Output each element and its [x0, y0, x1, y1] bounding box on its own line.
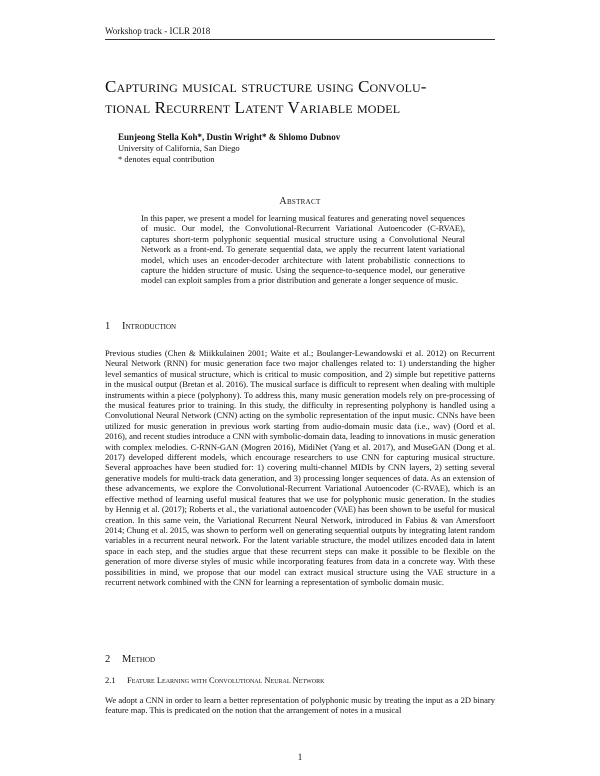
section-method-heading [105, 654, 155, 665]
section-title: Introduction [122, 321, 177, 332]
abstract-body [141, 213, 465, 286]
abstract-heading: Abstract [279, 196, 321, 207]
page-number: 1 [297, 752, 303, 762]
section-title: Method [122, 654, 156, 665]
author-block [118, 132, 498, 165]
title-line-1: Capturing musical structure using Convolu- [105, 77, 427, 96]
author-names: Eunjeong Stella Koh*, Dustin Wright* & Shlomo Dubnov [118, 132, 341, 142]
section-number: 2 [105, 654, 111, 665]
title-line-2: tional Recurrent Latent Variable model [105, 98, 401, 117]
introduction-paragraph: Previous studies (Chen & Miikkulainen 2001; Waite et al.; Boulanger-Lewandowski et al. 2012) on Recurrent Neural Network (RNN) for music generation face two major challenges related to: 1) understanding the higher level semantics of musical structure, which is critical to music composition, and 2) simple but repetitive patterns in the musical output (Bretan et al. 2016). The musical surface is difficult to represent when dealing with multiple instruments within a piece (polyphony). To address this, many music generation models rely on pre-processing of the musical features prior to training. In this study, the difficulty in representing polyphony is handled using a Convolutional Neural Network (CNN) acting on the symbolic representation of the input music. CNNs have been utilized for music generation in previous work starting from audio-domain music data (i.e., wav) (Oord et al. 2016), and recent studies introduce a CNN with symbolic-domain data, leading to innovations in music generation with complex melodies. C-RNN-GAN (Mogren 2016), MidiNet (Yang et al. 2017), and MuseGAN (Dong et al. 2017) developed different models, which encourage researchers to use CNN for capturing musical structure. Several approaches have been studied for: 1) covering multi-channel MIDIs by CNN layers, 2) setting several generative models for multi-track data generation, and 3) processing longer sequences of data. As an extension of these advancements, we explore the Convolutional-Recurrent Variational Autoencoder (C-RVAE), which is an effective method of learning useful musical features that we use for polyphonic music generation. In the studies by Hennig et al. (2017); Roberts et al., the variational autoencoder (VAE) has been shown to be useful for musical creation. In this same vein, the Variational Recurrent Neural Network, introduced in Fabius & van Amersfoort 2014; Chung et al. 2015, was shown to perform well on generating sequential outputs by integrating latent random variables in a recurrent neural network. For the latent variable structure, the model utilizes encoded data in latent space in each step, and the studies argue that these recurrent steps can make it possible to be flexible on the generation of more diverse styles of music while incorporating features from data in a concrete way. With these possibilities in mind, we propose that our model can extract musical structure using the VAE structure in a recurrent network combined with the CNN for learning a representation of symbolic domain music. [105, 348, 495, 587]
method-body [105, 695, 495, 716]
running-header: Workshop track - ICLR 2018 [105, 26, 495, 40]
equal-contribution-note: * denotes equal contribution [118, 154, 215, 164]
paper-title [105, 76, 505, 118]
subsection-feature-learning-heading [105, 675, 324, 685]
introduction-body [105, 348, 495, 587]
author-affiliation: University of California, San Diego [118, 143, 240, 153]
section-introduction-heading [105, 321, 176, 332]
subsection-title: Feature Learning with Convolutional Neural Network [127, 675, 325, 685]
subsection-number: 2.1 [105, 675, 116, 685]
abstract-text: In this paper, we present a model for learning musical features and generating novel sequences of music. Our model, the Convolutional-Recurrent Variational Autoencoder (C-RVAE), captures short-term polyphonic sequential musical structure using a Convolutional Neural Network as a front-end. To generate sequential data, we apply the recurrent latent variational model, which uses an encoder-decoder architecture with latent probabilistic connections to capture the hidden structure of music. Using the sequence-to-sequence model, our generative model can exploit samples from a prior distribution and generate a longer sequence of music. [141, 213, 465, 286]
section-number: 1 [105, 321, 111, 332]
method-paragraph: We adopt a CNN in order to learn a better representation of polyphonic music by treating the input as a 2D binary feature map. This is predicated on the notion that the arrangement of notes in a musical [105, 695, 495, 716]
